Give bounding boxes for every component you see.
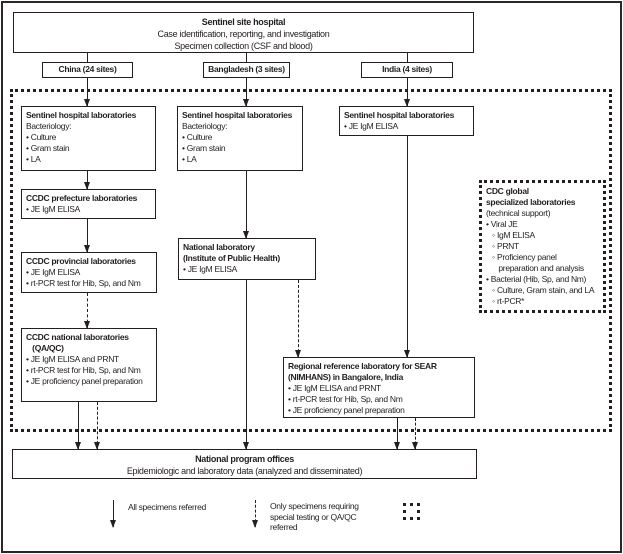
ccdc-national-laboratories-box	[21, 328, 157, 402]
text-line: • LA	[182, 154, 197, 164]
dashed-arrow-provincial-to-national	[87, 293, 88, 328]
arrow-ccdc-national-to-program	[78, 402, 79, 449]
box-body	[26, 354, 152, 387]
legend-dashed-arrow-label	[270, 501, 359, 533]
tab-china: China (24 sites)	[42, 62, 133, 78]
text-line: • Culture	[182, 132, 213, 142]
tab-india: India (4 sites)	[361, 62, 453, 78]
text-line: • JE IgM ELISA	[26, 267, 81, 277]
china-sentinel-laboratories-box	[21, 106, 156, 171]
legend-dotted-box-icon	[403, 503, 420, 520]
cdc-global-specialized-laboratories-box	[479, 180, 606, 313]
box-body	[288, 383, 470, 416]
text-line: Sentinel hospital laboratories	[182, 110, 293, 120]
box-title	[288, 361, 470, 383]
text-line: preparation and analysis	[486, 263, 584, 273]
text-line: Bacteriology:	[182, 121, 228, 131]
line-hospital-to-india-tab	[407, 53, 408, 62]
ccdc-prefecture-laboratories-box	[21, 189, 156, 219]
arrow-china-tab-to-sentinel	[87, 78, 88, 106]
arrow-bangladesh-sentinel-to-national-lab	[246, 171, 247, 238]
box-body	[26, 267, 152, 289]
text-line: Sentinel site hospital	[201, 17, 286, 27]
box-body	[17, 465, 472, 477]
arrow-india-tab-to-sentinel	[407, 78, 408, 106]
line-hospital-to-bangladesh-tab	[246, 53, 247, 62]
text-line: (technical support)	[486, 208, 551, 218]
box-body	[486, 208, 599, 307]
text-line: CCDC prefecture laboratories	[26, 193, 138, 203]
box-body	[26, 204, 151, 215]
india-sentinel-laboratories-box	[339, 106, 474, 136]
text-line: • JE IgM ELISA and PRNT	[288, 383, 381, 393]
dashed-arrow-bangladesh-national-to-regional	[298, 280, 299, 357]
dashed-arrow-regional-to-program	[415, 418, 416, 449]
text-line: • JE proficiency panel preparation	[288, 405, 405, 415]
text-line: • JE proficiency panel preparation	[26, 376, 143, 386]
text-line: Case identification, reporting, and investigation	[157, 29, 330, 39]
text-line: National laboratory	[183, 242, 255, 252]
box-body	[344, 121, 469, 132]
box-title	[182, 110, 298, 121]
text-line: ◦ rt-PCR*	[486, 296, 525, 306]
text-line: • JE IgM ELISA and PRNT	[26, 354, 119, 364]
text-line: • Culture	[26, 132, 57, 142]
box-title	[17, 453, 472, 465]
box-title	[18, 16, 469, 28]
ccdc-provincial-laboratories-box	[21, 252, 157, 293]
text-line: • LA	[26, 154, 41, 164]
arrow-india-sentinel-to-regional	[407, 136, 408, 357]
text-line: Sentinel hospital laboratories	[26, 110, 137, 120]
box-title	[183, 242, 311, 264]
box-body	[183, 264, 311, 275]
text-line: ◦ PRNT	[486, 241, 519, 251]
text-line: CCDC provincial laboratories	[26, 256, 136, 266]
text-line: specialized laboratories	[486, 197, 576, 207]
text-line: • JE IgM ELISA	[344, 121, 399, 131]
text-line: Specimen collection (CSF and blood)	[174, 41, 313, 51]
text-line: Epidemiologic and laboratory data (analyzed and disseminated)	[126, 466, 363, 476]
sentinel-site-hospital-box	[13, 12, 474, 53]
text-line: CDC global	[486, 186, 529, 196]
text-line: • Viral JE	[486, 219, 518, 229]
arrow-bangladesh-national-to-program	[246, 280, 247, 449]
text-line: Regional reference laboratory for SEAR	[288, 361, 437, 371]
text-line: special testing or QA/QC	[270, 511, 357, 522]
text-line: (QA/QC)	[26, 343, 64, 353]
text-line: ◦ Culture, Gram stain, and LA	[486, 285, 595, 295]
text-line: • JE IgM ELISA	[26, 204, 81, 214]
text-line: • rt-PCR test for Hib, Sp, and Nm	[26, 365, 141, 375]
text-line: • JE IgM ELISA	[183, 264, 238, 274]
national-program-offices-box	[12, 449, 477, 479]
text-line: Only specimens requiring	[270, 501, 359, 511]
box-title	[26, 332, 152, 354]
text-line: • Bacterial (Hib, Sp, and Nm)	[486, 274, 587, 284]
text-line: (NIMHANS) in Bangalore, India	[288, 372, 404, 382]
box-title	[486, 186, 599, 208]
box-body	[26, 121, 151, 165]
text-line: ◦ Proficiency panel	[486, 252, 557, 262]
bangladesh-sentinel-laboratories-box	[177, 106, 303, 171]
text-line: • rt-PCR test for Hib, Sp, and Nm	[26, 278, 141, 288]
text-line: (Institute of Public Health)	[183, 253, 280, 263]
legend-solid-arrow-label	[128, 502, 206, 513]
tab-bangladesh: Bangladesh (3 sites)	[203, 62, 290, 78]
arrow-bangladesh-tab-to-sentinel	[246, 78, 247, 106]
box-body	[182, 121, 298, 165]
text-line: Sentinel hospital laboratories	[344, 110, 455, 120]
box-title	[344, 110, 469, 121]
legend-dashed-arrow-icon	[255, 500, 256, 527]
box-title	[26, 256, 152, 267]
text-line: ◦ IgM ELISA	[486, 230, 535, 240]
arrow-prefecture-to-provincial	[87, 219, 88, 252]
arrow-china-sentinel-to-prefecture	[87, 171, 88, 189]
text-line: All specimens referred	[128, 502, 206, 512]
text-line: • Gram stain	[182, 143, 226, 153]
legend-solid-arrow-icon	[113, 500, 114, 527]
text-line: CCDC national laboratories	[26, 332, 129, 342]
text-line: National program offices	[195, 454, 294, 464]
line-hospital-to-china-tab	[87, 53, 88, 62]
text-line: • Gram stain	[26, 143, 70, 153]
dashed-arrow-ccdc-national-to-program	[97, 402, 98, 449]
bangladesh-national-laboratory-box	[178, 238, 316, 280]
text-line: Bacteriology:	[26, 121, 72, 131]
box-title	[26, 110, 151, 121]
arrow-regional-to-program	[397, 418, 398, 449]
text-line: referred	[270, 522, 298, 532]
box-title	[26, 193, 151, 204]
box-body	[18, 28, 469, 52]
text-line: • rt-PCR test for Hib, Sp, and Nm	[288, 394, 403, 404]
regional-reference-laboratory-box	[283, 357, 475, 418]
